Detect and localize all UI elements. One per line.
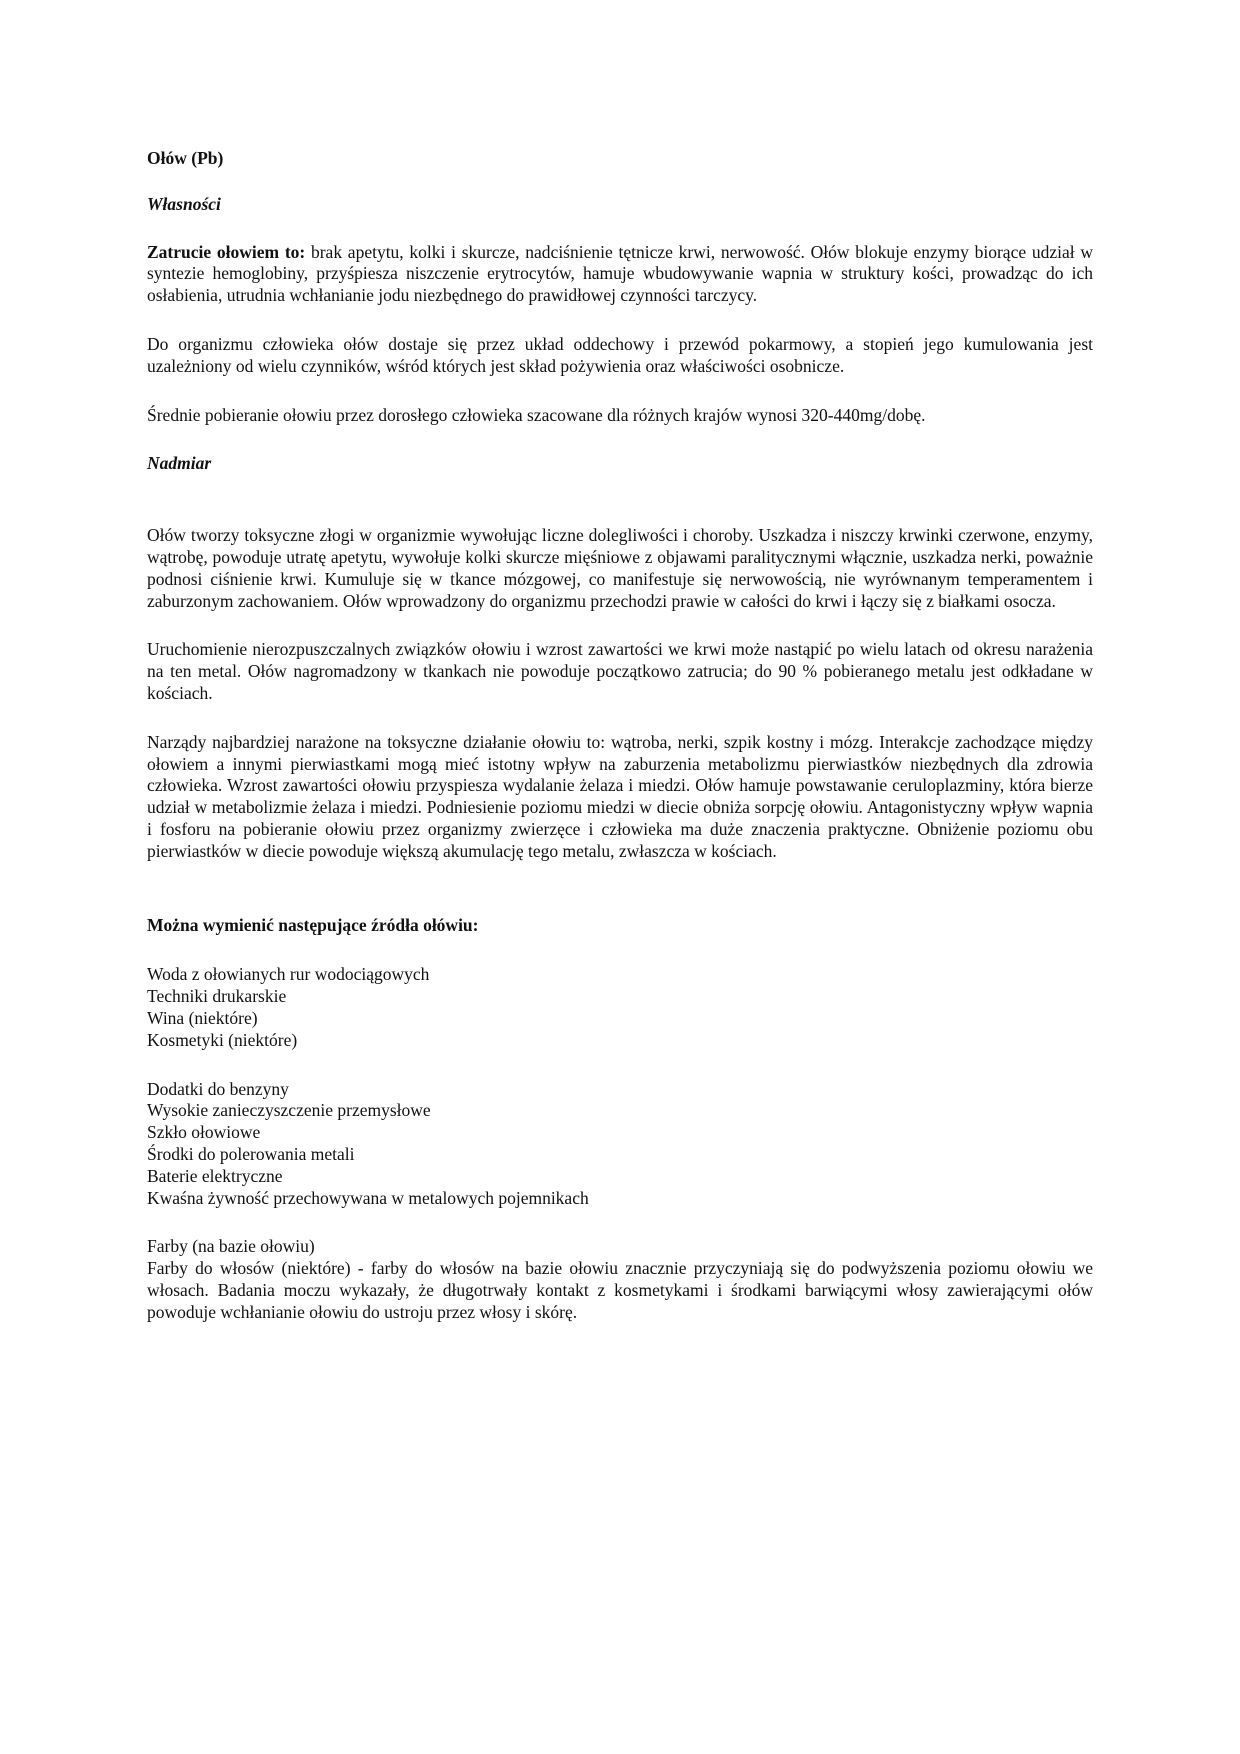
list-item: Kwaśna żywność przechowywana w metalowych pojemnikach — [147, 1187, 589, 1208]
poisoning-paragraph — [147, 242, 1093, 307]
poisoning-text: brak apetytu, kolki i skurcze, nadciśnienie tętnicze krwi, nerwowość. Ołów blokuje enzymy biorące udział w syntezie hemoglobiny, przyśpiesza niszczenie erytrocytów, hamuje wbudowywanie wapnia w struktury kości, prowadząc do ich osłabienia, utrudnia wchłanianie jodu niezbędnego do prawidłowej czynności tarczycy. — [147, 241, 1093, 306]
average-intake-paragraph: Średnie pobieranie ołowiu przez dorosłego człowieka szacowane dla różnych krajów wynosi 320-440mg/dobę. — [147, 404, 926, 425]
intake-paragraph: Do organizmu człowieka ołów dostaje się przez układ oddechowy i przewód pokarmowy, a stopień jego kumulowania jest uzależniony od wielu czynników, wśród których jest skład pożywienia oraz właściwości osobnicze. — [147, 333, 1093, 376]
list-item: Kosmetyki (niektóre) — [147, 1029, 298, 1050]
hair-dye-paragraph: Farby do włosów (niektóre) - farby do włosów na bazie ołowiu znacznie przyczyniają się do podwyższenia poziomu ołowiu we włosach. Badania moczu wykazały, że długotrwały kontakt z kosmetykami i środkami barwiącymi włosy zawierającymi ołów powoduje wchłanianie ołowiu do ustroju przez włosy i skórę. — [147, 1258, 1093, 1322]
document-page — [147, 148, 1093, 1323]
sources-list-1 — [147, 964, 1093, 1051]
list-item: Dodatki do benzyny — [147, 1078, 289, 1099]
poisoning-lead: Zatrucie ołowiem to: — [147, 241, 306, 262]
list-item: Techniki drukarskie — [147, 986, 287, 1007]
properties-heading: Własności — [147, 193, 221, 214]
list-item: Woda z ołowianych rur wodociągowych — [147, 964, 430, 985]
sources-list-2 — [147, 1079, 1093, 1210]
list-item: Baterie elektryczne — [147, 1165, 283, 1186]
excess-paragraph-1: Ołów tworzy toksyczne złogi w organizmie wywołując liczne dolegliwości i choroby. Uszkadza i niszczy krwinki czerwone, enzymy, wątrobę, powoduje utratę apetytu, wywołuje kolki skurcze mięśniowe z objawami paralitycznymi włącznie, uszkadza nerki, poważnie podnosi ciśnienie krwi. Kumuluje się w tkance mózgowej, co manifestuje się nerwowością, nie wyrównanym temperamentem i zaburzonym zachowaniem. Ołów wprowadzony do organizmu przechodzi prawie w całości do krwi i łączy się z białkami osocza. — [147, 525, 1093, 611]
list-item: Farby (na bazie ołowiu) — [147, 1236, 315, 1257]
list-item: Wysokie zanieczyszczenie przemysłowe — [147, 1100, 431, 1121]
list-item: Wina (niektóre) — [147, 1007, 258, 1028]
list-item: Środki do polerowania metali — [147, 1143, 355, 1164]
document-title: Ołów (Pb) — [147, 148, 224, 168]
sources-list-3 — [147, 1236, 1093, 1323]
excess-paragraph-2: Uruchomienie nierozpuszczalnych związków ołowiu i wzrost zawartości we krwi może nastąpić po wielu latach od okresu narażenia na ten metal. Ołów nagromadzony w tkankach nie powoduje początkowo zatrucia; do 90 % pobieranego metalu jest odkładane w kościach. — [147, 639, 1093, 703]
list-item: Szkło ołowiowe — [147, 1122, 261, 1143]
sources-heading: Można wymienić następujące źródła ołówiu: — [147, 914, 479, 935]
excess-paragraph-3: Narządy najbardziej narażone na toksyczne działanie ołowiu to: wątroba, nerki, szpik kostny i mózg. Interakcje zachodzące między ołowiem a innymi pierwiastkami mogą mieć istotny wpływ na zaburzenia metabolizmu pierwiastków niezbędnych dla zdrowia człowieka. Wzrost zawartości ołowiu przyspiesza wydalanie żelaza i miedzi. Ołów hamuje powstawanie ceruloplazminy, która bierze udział w metabolizmie żelaza i miedzi. Podniesienie poziomu miedzi w diecie obniża sorpcję ołowiu. Antagonistyczny wpływ wapnia i fosforu na pobieranie ołowiu przez organizmy zwierzęce i człowieka ma duże znaczenia praktyczne. Obniżenie poziomu obu pierwiastków w diecie powoduje większą akumulację tego metalu, zwłaszcza w kościach. — [147, 731, 1093, 861]
excess-heading: Nadmiar — [147, 453, 212, 474]
